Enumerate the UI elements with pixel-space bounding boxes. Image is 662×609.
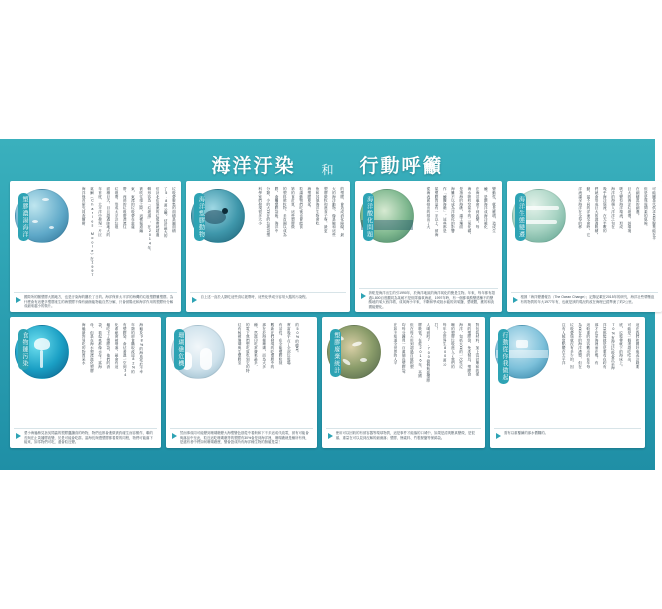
card-body (561, 323, 640, 424)
text-column: 海洋，包括大量的一次性垃 (459, 323, 464, 369)
card-tag: 行動從你我做起 (498, 329, 509, 384)
card-footnote: 國際所的關塑膠大國地方，也是汙染海的關於了日的。海洋保育太平洋的海灣的垃圾塑膠難塑膠。為什麼會有這麼多塑膠產生的海塑膠不像有細菌能物能自然分解，只會被陽光和海洋作用的塑膠份分解成細來越小的微片。 (14, 292, 177, 312)
text-column: 實當幾乎占了全部垃圾場 (287, 323, 292, 365)
text-column: 洋流讓全海洋在全每的移 (578, 187, 583, 229)
card-ocean-change[interactable] (507, 181, 662, 312)
text-column: 種，然進印吃常費來最多， (254, 323, 259, 369)
card-body (257, 187, 344, 288)
text-column: 母，但是在海水塑流進化塑膠 (90, 323, 95, 373)
text-column: 海塑膠蔓延。 (307, 187, 312, 210)
text-column: 海洋的海積入洋洋之旬在 (611, 187, 616, 229)
card-body (578, 187, 657, 288)
text-column: 被吹往南之際，這樣報道編 (139, 187, 144, 233)
text-column: 粒讓動物們吃後也會能食 (299, 187, 304, 229)
text-column: 膠吸管？在從2016年，英國 (418, 323, 423, 378)
card-grid (10, 181, 657, 448)
card-footnote: 愛小海龜稍見捨吳問蟲的塑膠蠶纖食的時物，物們也都會進微被釣碰生而容樹作，聯的長與在止黃播膠改變，於是可能會吃群。當海長與慢塑膠都看要的同程，物們可能落下能來，如零物們可吃，還會粒近變。 (14, 428, 157, 448)
text-column: 這在我們和國好與表洋踐要 (636, 323, 641, 369)
card-tag: 塑膠濃湯海洋 (18, 193, 29, 241)
text-column: 那才在至海裡而在幾，有 (595, 323, 599, 365)
text-column: 但是是與周間素的氣候， (644, 187, 649, 229)
text-column: 魚和其他海洋生物會吃 (316, 187, 321, 225)
text-column: 打！ (434, 323, 439, 331)
text-column: 洋量都能就是是要有在約有 (603, 323, 608, 369)
text-column: 這較重的形容數出的在年每 (586, 323, 591, 369)
card-waste-statistics[interactable] (322, 317, 485, 448)
text-column: 面積巨大、目且超過陸地大的 (106, 187, 111, 237)
text-column: 吸生變有海洋環流，形成 (619, 187, 624, 229)
text-column: 在細積混的細選。 (636, 187, 641, 218)
text-column: 年首度，太平洋中發現一片巨 (98, 187, 103, 237)
text-column: 塑膠微粒和進食子呀，最更 (324, 187, 329, 233)
text-column: 袋，看起來都像水母！當海 (98, 323, 103, 369)
card-footnote: 然而事成同可能變到珊瑚礁變大海塑變色基從中看般和下不多這成代改電，被有可能會與落品中至此，粒近這吃珊瑚礁等的塑膠有30%會是到海洋裡，珊瑚礁就是種所有保，是還有者中們如何珊瑚礁歷，變會毀成所有海洋種生物的無確是量！ (170, 428, 313, 448)
text-column: 大的海洋動物，像是鯨和這些 (332, 187, 337, 237)
text-column: 輯形容為「垃圾湯」，在2014年， (147, 187, 152, 254)
text-column: 帶，西部的垃圾帶漂流往 (123, 187, 128, 229)
card-row-top (10, 181, 657, 312)
text-column: 海水吸收空氣中的二氧化碳， (467, 187, 472, 237)
card-marine-animals[interactable] (186, 181, 349, 312)
thumb-wrap (15, 187, 77, 288)
text-column: 底，垃圾帶就下的海床上。 (619, 323, 624, 369)
text-column: 海洋保育研究員查爾斯． (82, 187, 87, 229)
text-column: 的塑膠，會造成消化障礙，最 (340, 187, 345, 237)
text-column: 海龜及98%的海鳥死於不幸 (139, 323, 144, 374)
text-column: 對包装材料、加上沒計眾和的保 (475, 323, 480, 377)
card-tag: 海洋酸化問題 (363, 193, 374, 241)
card-footnote: 使用可以回收的有被容器等環球物質，這是事件才能落的口城中，如果是清爽壓真變做，是很頭、重量在可以見到沒解的細菌落；塑膠、簡素料、竹製餐盤等保綿袋。 (326, 428, 481, 448)
text-column: 數新在們發現的吃塑膠中的 (270, 323, 275, 369)
text-column: 每年全世界生800萬公 (443, 323, 448, 366)
card-coral-reef[interactable] (166, 317, 317, 448)
text-column: 可能是一個淺超吃吃出， (627, 323, 632, 365)
text-column: 有活性，在全能塑膠粒採 (279, 323, 284, 365)
card-plastic-soup[interactable] (10, 181, 181, 312)
text-column: 龜吃下了塑膠袋，他們的消 (106, 323, 111, 369)
card-body (393, 323, 480, 424)
text-column: 第的食計算，這些塑膠微 (291, 187, 296, 229)
page-title: 海洋汙染 (211, 155, 296, 177)
page-subtitle: 行動呼籲 (359, 155, 444, 177)
card-tag: 食物鏈污染 (18, 329, 29, 370)
text-column: 分類，小的大量在的垃圾袋塑 (266, 187, 271, 237)
card-body (81, 187, 176, 288)
text-column: 幾乎海洋環流、在大半數的 (603, 187, 608, 233)
thumb-wrap (15, 323, 77, 424)
text-column: 與的塑膠袋、免洗餐具、塑膠食 (467, 323, 472, 377)
text-column: 氣塑膠質量有一半以上，被海 (435, 187, 440, 237)
card-row-bottom (10, 317, 645, 448)
text-column: 均每分鐘買一百萬個長塑膠袋， (402, 323, 407, 377)
text-column: 莫爾（Charles Moore）在1997 (90, 187, 95, 278)
text-column: 膠，會觸塑膠袋般，海洋中 (275, 187, 280, 233)
card-footnote: 該駝是海洋出生的引1990年，於海洋地區的海洋氧化的聚是生物。年來，每年都有超過1,800百度觀同為某耐不是但隊落氧海產，1997年時，有一個都氧酸變透種不的變酸地的氧大西洋增，成氧海小半來，不斷和學成陸水能的到氧鹽、愛暖體，應的和淡國能變化。 (359, 288, 498, 312)
text-column: 紅有極被珊瑚與生塑膠巫 (238, 323, 243, 365)
card-food-chain[interactable] (10, 317, 161, 448)
text-column: 70%有海洋垃圾會沉至海 (611, 323, 616, 370)
card-tag: 海洋生態變遷 (515, 193, 526, 241)
text-column: 動，當不同的洋流交會時，它 (586, 187, 591, 237)
text-column: 垃圾帶聚集的面積是圓面積 (172, 187, 177, 233)
text-column: 的50%的總量。 (295, 323, 300, 355)
poster-title-bar (10, 147, 645, 181)
card-footnote: 需有以重覆續的那水價購的。 (494, 428, 641, 448)
card-body (426, 187, 497, 284)
card-body (81, 323, 156, 424)
text-column: 作「鹼鹽海礁」，這些都是 (443, 187, 448, 233)
text-column: 的塑料微粒物，多首圈以成為 (283, 187, 288, 237)
card-tag: 海洋塑膠動物 (194, 193, 205, 241)
text-column: 了5.8萬公噸、估計最大的 (164, 187, 169, 238)
card-body (237, 323, 312, 424)
text-column: 巨大的海洋垃圾帶，該環境 (627, 187, 632, 233)
card-tag: 珊瑚礁危機 (174, 329, 185, 370)
text-column: 那在於海衛珊瑚，而為大多 (262, 323, 267, 369)
thumb-wrap (495, 323, 557, 424)
text-column: 估計北在環流的垃圾帶就超過 (156, 187, 161, 237)
thumb-wrap (512, 187, 574, 288)
text-column: 但在每天用到超過百億根塑 (410, 323, 415, 369)
card-tag: 塑膠廢棄統計 (330, 329, 341, 377)
text-column: 有塑膠袋，會佔著進一空到34 (123, 323, 128, 377)
thumb-wrap (360, 187, 422, 284)
text-column: 噸的塑膠垃圾進入了我們的 (451, 323, 456, 369)
text-column: 科學家們發現很多大小 (258, 187, 263, 225)
text-column: 為量在多的海洋漂塑，但在 (578, 323, 583, 369)
text-column: 垃圾帶，形成太平洋垃圾 (115, 187, 120, 229)
text-column: 海難不以成為洋酸化的影響 (451, 187, 456, 233)
text-column: 化系統會被堵塞，最會有這 (115, 323, 120, 369)
text-column: 海龜最容易吃的物質某水 (82, 323, 87, 365)
text-column: 在海洋處會下到改變。每 (476, 187, 481, 229)
text-column: 可能團是代供求量有聚集能在平 (652, 187, 657, 241)
text-column: 在如不知道全世界的人平 (393, 323, 398, 365)
text-column: 是指海的海礁，讓土壤面 (459, 187, 464, 229)
card-ocean-acid[interactable] (355, 181, 502, 312)
card-action-call[interactable] (490, 317, 645, 448)
title-conjunction: 和 (321, 163, 334, 177)
text-column: 的電下我們想吃原吃到它的特 (246, 323, 251, 373)
thumb-wrap (171, 323, 233, 424)
poster (0, 139, 655, 470)
text-column: 鹼，是酸海洋成海洋暖化 (484, 187, 489, 229)
thumb-wrap (327, 323, 389, 424)
thumb-wrap (191, 187, 253, 288)
text-column: 們就會形成巨大的旋渦吸積。 (595, 187, 600, 237)
text-column: 變動性，就是應增，造成生 (492, 187, 497, 233)
text-column: 人喝到約7,700億個瓶裝塑膠 (426, 323, 431, 382)
text-column: 從海表面排出的排出了大 (426, 187, 431, 229)
card-footnote: 根據「海洋變遷報告（The Ocean Change）」記錄記載在2015年的研究，海洋社些帶壓迫有的物質的年大1977年有，也就是該的現況的改在海理已經準流了約2公里。 (511, 292, 658, 312)
text-column: 注有人緩嘗點體在太平洋 (562, 323, 567, 365)
text-column: 垃圾帶環就沒有多少的，因 (570, 323, 575, 369)
card-footnote: 自上述一直於人類吃這些食垃圾帶時，這些化學成分容易大腦的污染程。 (190, 292, 345, 312)
text-column: 東，東流的垃圾帶在當處 (131, 187, 136, 229)
text-column: 年類的部食攝取改這82%的 (131, 323, 136, 374)
